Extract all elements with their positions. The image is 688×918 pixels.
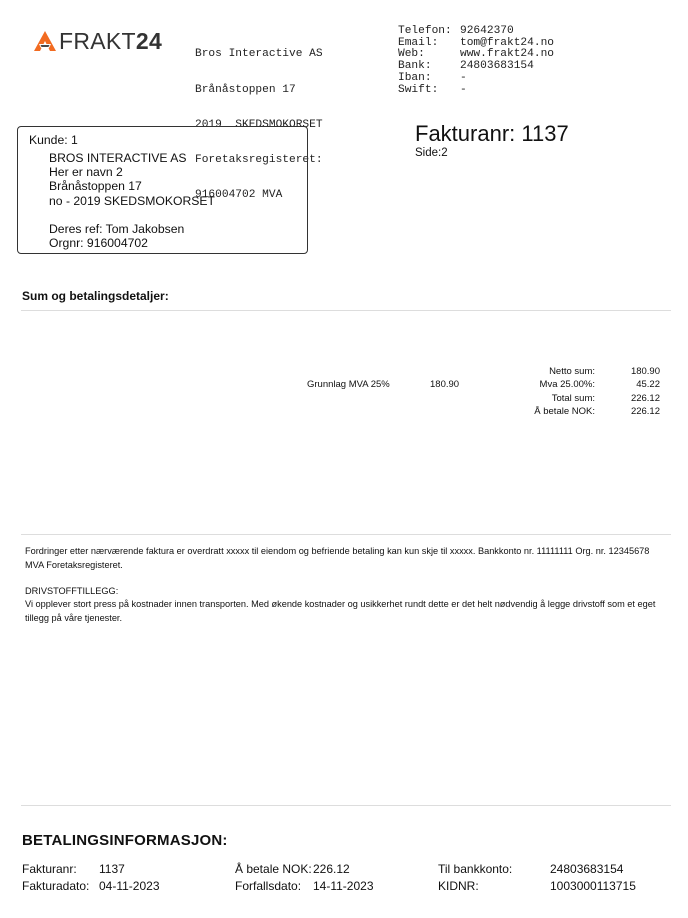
- seller-line: Bros Interactive AS: [195, 48, 323, 61]
- address-line: no - 2019 SKEDSMOKORSET: [49, 193, 215, 208]
- divider: [21, 310, 671, 311]
- invoice-date-value: 04-11-2023: [99, 879, 160, 893]
- logo-wordmark: [59, 28, 162, 54]
- contact-label: Web:: [398, 48, 425, 61]
- orgnr-line: Orgnr: 916004702: [49, 236, 148, 251]
- net-sum-label: Netto sum:: [549, 366, 595, 377]
- kid-value: 1003000113715: [550, 879, 636, 893]
- logo-prefix: FRAKT: [59, 28, 136, 54]
- contact-value: tom@frakt24.no: [460, 36, 554, 49]
- vat-value: 45.22: [636, 379, 660, 390]
- fuel-surcharge-title: DRIVSTOFFTILLEGG:: [25, 586, 119, 596]
- bank-account-value: 24803683154: [550, 862, 624, 876]
- bank-account-label: Til bankkonto:: [438, 862, 513, 876]
- total-sum-value: 226.12: [630, 393, 660, 404]
- vat-basis-value: 180.90: [430, 379, 460, 390]
- contact-label: Bank:: [398, 60, 432, 73]
- invoice-number-value: 1137: [99, 862, 125, 876]
- contact-value: www.frakt24.no: [460, 48, 554, 61]
- contact-label: Swift:: [398, 83, 439, 96]
- divider: [21, 805, 671, 806]
- contact-label: Iban:: [398, 71, 432, 84]
- company-logo: [33, 28, 162, 54]
- seller-line: 916004702 MVA: [195, 188, 283, 201]
- address-line: BROS INTERACTIVE AS: [49, 151, 187, 165]
- invoice-number-title: Fakturanr: 1137: [415, 121, 569, 146]
- invoice-date-label: Fakturadato:: [22, 879, 90, 893]
- logo-suffix: 24: [135, 28, 163, 54]
- assignment-note: Fordringer etter nærværende faktura er overdratt xxxxx til eiendom og befriende betaling kan kun skje til xxxxx. Bankkonto nr. 11111111 Org. nr. 12345678 MVA Foretaksregisteret.: [25, 546, 650, 570]
- kid-label: KIDNR:: [438, 879, 479, 893]
- customer-reference: [49, 222, 184, 250]
- amount-due-value: 226.12: [630, 406, 660, 417]
- amount-due-label: Å betale NOK:: [235, 862, 312, 876]
- contact-info: [398, 26, 554, 96]
- reference-line: Deres ref: Tom Jakobsen: [49, 222, 185, 236]
- seller-line: Foretaksregisteret:: [195, 153, 323, 166]
- contact-value: -: [460, 71, 467, 84]
- seller-line: Brånåstoppen 17: [195, 83, 296, 96]
- fuel-surcharge-text: Vi opplever stort press på kostnader innen transporten. Med økende kostnader og usikkerhet rundt dette er det helt nødvendig å legge drivstoff som et eget tillegg på våre tjenester.: [25, 599, 656, 623]
- summary-title: Sum og betalingsdetaljer:: [22, 289, 169, 303]
- page-number: Side:2: [415, 147, 448, 159]
- contact-value: -: [460, 83, 467, 96]
- contact-value: 92642370: [460, 25, 514, 37]
- vat-label: Mva 25.00%:: [539, 379, 595, 390]
- invoice-number-label: Fakturanr:: [22, 862, 77, 876]
- frakt24-logo-icon: [33, 30, 57, 52]
- customer-box: [17, 126, 308, 254]
- net-sum-value: 180.90: [630, 366, 660, 377]
- due-date-value: 14-11-2023: [313, 879, 374, 893]
- due-date-label: Forfallsdato:: [235, 879, 302, 893]
- contact-label: Telefon:: [398, 25, 452, 37]
- seller-line: 2019 SKEDSMOKORSET: [195, 118, 323, 131]
- customer-address: [49, 151, 215, 208]
- payment-info-title: BETALINGSINFORMASJON:: [22, 832, 228, 849]
- divider: [21, 534, 671, 535]
- amount-due-value: 226.12: [313, 862, 350, 876]
- amount-due-label: Å betale NOK:: [534, 406, 595, 417]
- contact-value: 24803683154: [460, 60, 534, 73]
- contact-label: Email:: [398, 36, 439, 49]
- customer-number: Kunde: 1: [29, 133, 78, 147]
- total-sum-label: Total sum:: [551, 393, 595, 404]
- address-line: Brånåstoppen 17: [49, 179, 142, 194]
- address-line: Her er navn 2: [49, 165, 123, 180]
- vat-basis-label: Grunnlag MVA 25%: [307, 379, 390, 390]
